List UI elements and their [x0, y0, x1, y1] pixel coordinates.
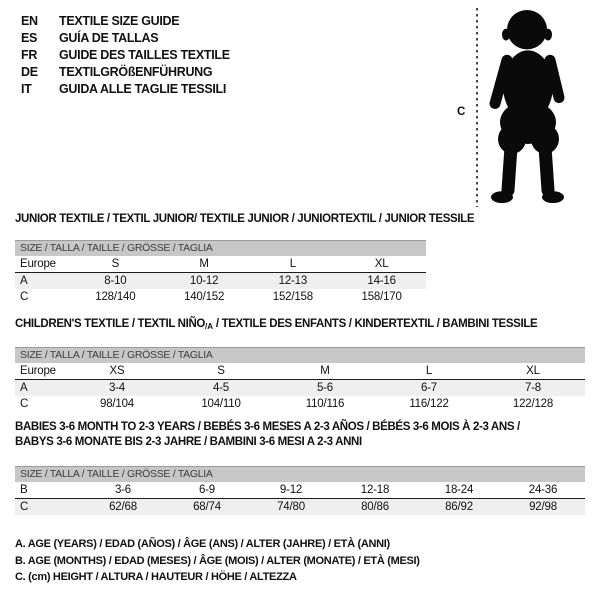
section-title-text: CHILDREN'S TEXTILE / TEXTIL NIÑO [15, 318, 206, 330]
row-label-cell: Europe [20, 258, 56, 270]
size-value-cell: 12-18 [360, 484, 390, 496]
size-value-cell: 98/104 [100, 398, 134, 410]
size-value-cell: XL [526, 365, 540, 377]
size-value-cell: XL [374, 258, 389, 270]
guide-title: TEXTILE SIZE GUIDE [59, 14, 180, 28]
section-title-line [15, 317, 585, 334]
size-value-cell: 3-6 [114, 484, 132, 496]
section-title-text: BABYS 3-6 MONATE BIS 2-3 JAHRE / BAMBINI 3-6 MESI A 2-3 ANNI [15, 436, 362, 448]
size-value-cell: 10-12 [189, 275, 219, 287]
guide-title: GUIDE DES TAILLES TEXTILE [59, 48, 230, 62]
section-title [15, 317, 585, 334]
language-code: FR [21, 48, 38, 62]
size-value-cell: 140/152 [184, 291, 225, 303]
table-row [15, 482, 585, 498]
size-value-cell: 9-12 [279, 484, 303, 496]
table-row [15, 256, 426, 272]
table-row [15, 499, 585, 515]
table-row [15, 396, 585, 412]
language-title-list [21, 13, 230, 98]
size-value-cell: 128/140 [95, 291, 136, 303]
size-value-cell: 68/74 [193, 501, 221, 513]
footnote-list [15, 536, 420, 586]
size-table [15, 240, 426, 305]
size-value-cell: 116/122 [409, 398, 449, 410]
size-value-cell: 12-13 [278, 275, 308, 287]
language-code: IT [21, 82, 32, 96]
language-code: EN [21, 14, 38, 28]
size-header-bar: SIZE / TALLA / TAILLE / GRÖSSE / TAGLIA [15, 240, 426, 256]
size-value-cell: 18-24 [444, 484, 474, 496]
size-value-cell: 3-4 [108, 382, 126, 394]
guide-title: GUIDA ALLE TAGLIE TESSILI [59, 82, 227, 96]
size-table-section [15, 420, 585, 515]
size-value-cell: S [217, 365, 225, 377]
size-table-section [15, 317, 585, 412]
section-title [15, 212, 475, 226]
size-value-cell: 7-8 [524, 382, 542, 394]
size-header-bar: SIZE / TALLA / TAILLE / GRÖSSE / TAGLIA [15, 347, 585, 363]
table-row [15, 289, 426, 305]
size-value-cell: 6-7 [420, 382, 438, 394]
size-value-cell: M [199, 258, 209, 270]
size-value-cell: 86/92 [445, 501, 473, 513]
section-title-text: JUNIOR TEXTILE / TEXTIL JUNIOR/ TEXTILE JUNIOR / JUNIORTEXTIL / JUNIOR TESSILE [15, 213, 475, 225]
section-title-line [15, 435, 585, 450]
section-title [15, 420, 585, 450]
size-value-cell: 80/86 [361, 501, 389, 513]
row-label-cell: B [20, 484, 28, 496]
row-label-cell: Europe [20, 365, 56, 377]
footnote-b: B. AGE (MONTHS) / EDAD (MESES) / ÂGE (MOIS) / ALTER (MONATE) / ETÀ (MESI) [15, 554, 420, 567]
size-value-cell: 74/80 [277, 501, 305, 513]
table-row [15, 380, 585, 396]
section-title-line [15, 420, 585, 435]
language-row [21, 81, 230, 98]
section-title-text: /A [205, 322, 214, 331]
size-value-cell: 158/170 [361, 291, 402, 303]
language-code: DE [21, 65, 38, 79]
height-measure-dashed-line [476, 8, 478, 207]
section-title-text: / TEXTILE DES ENFANTS / KINDERTEXTIL / BAMBINI TESSILE [213, 318, 538, 330]
guide-title: TEXTILGRÖßENFÜHRUNG [59, 65, 213, 79]
row-label-cell: A [20, 382, 28, 394]
size-value-cell: S [111, 258, 120, 270]
language-row [21, 13, 230, 30]
size-value-cell: 62/68 [109, 501, 137, 513]
size-value-cell: 24-36 [528, 484, 558, 496]
size-value-cell: 6-9 [198, 484, 216, 496]
size-value-cell: 4-5 [212, 382, 230, 394]
table-row [15, 363, 585, 379]
size-value-cell: L [289, 258, 296, 270]
size-value-cell: M [320, 365, 330, 377]
language-row [21, 64, 230, 81]
size-value-cell: 122/128 [512, 398, 554, 410]
size-table [15, 347, 585, 412]
section-title-line [15, 212, 475, 226]
height-measure-label: C [456, 106, 466, 118]
section-title-text: BABIES 3-6 MONTH TO 2-3 YEARS / BEBÉS 3-6 MESES A 2-3 AÑOS / BÉBÉS 3-6 MOIS À 2-3 ANS / [15, 421, 520, 433]
size-value-cell: XS [109, 365, 125, 377]
table-row [15, 273, 426, 289]
size-value-cell: 8-10 [104, 275, 127, 287]
row-label-cell: C [20, 291, 29, 303]
size-value-cell: 5-6 [316, 382, 334, 394]
size-value-cell: 92/98 [529, 501, 557, 513]
size-value-cell: 110/116 [305, 398, 345, 410]
footnote-c: C. (cm) HEIGHT / ALTURA / HAUTEUR / HÖHE / ALTEZZA [15, 571, 297, 583]
language-code: ES [21, 31, 38, 45]
row-label-cell: A [20, 275, 28, 287]
size-table-section [15, 212, 475, 305]
size-value-cell: L [425, 365, 433, 377]
size-table [15, 466, 585, 515]
language-row [21, 30, 230, 47]
guide-title: GUÍA DE TALLAS [59, 31, 159, 45]
row-label-cell: C [20, 398, 29, 410]
footnote-a: A. AGE (YEARS) / EDAD (AÑOS) / ÂGE (ANS) / ALTER (JAHRE) / ETÀ (ANNI) [15, 538, 390, 550]
size-header-bar: SIZE / TALLA / TAILLE / GRÖSSE / TAGLIA [15, 466, 585, 482]
row-label-cell: C [20, 501, 29, 513]
size-value-cell: 152/158 [272, 291, 313, 303]
language-row [21, 47, 230, 64]
baby-silhouette-icon [486, 9, 570, 206]
size-value-cell: 14-16 [367, 275, 396, 287]
size-value-cell: 104/110 [201, 398, 241, 410]
